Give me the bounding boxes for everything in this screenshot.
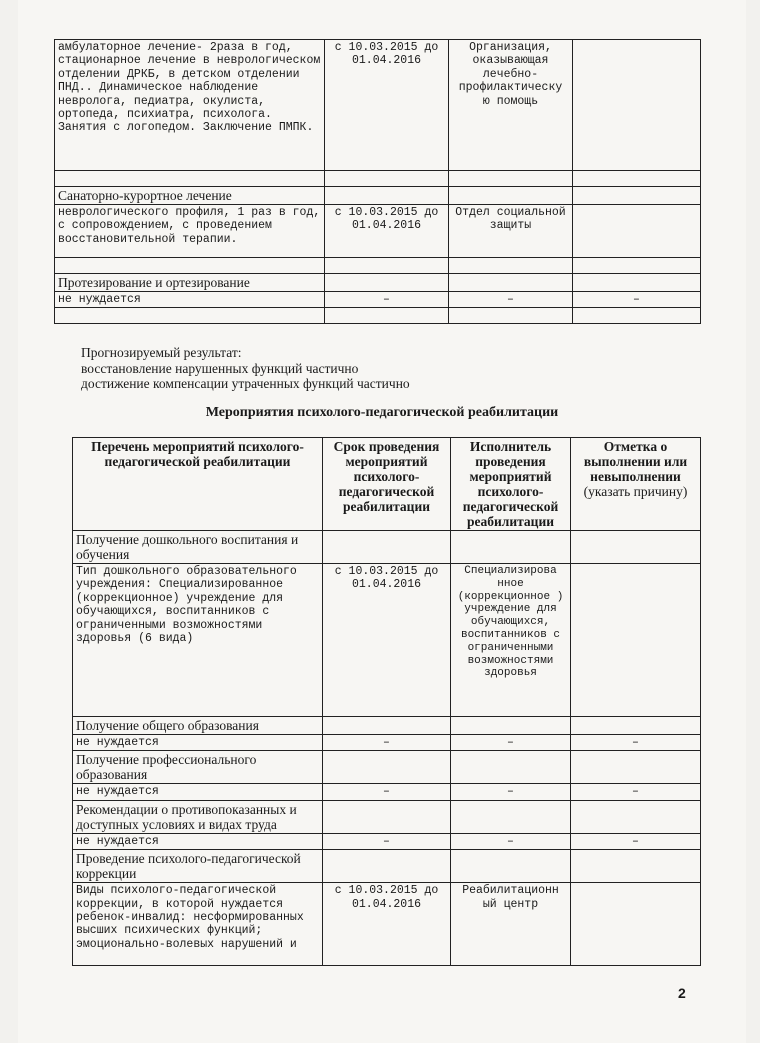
section-heading: Получение профессионального образования <box>73 751 323 784</box>
section-heading: Проведение психолого-педагогической коррекции <box>73 850 323 883</box>
table-row <box>55 292 701 308</box>
header-executor: Исполнитель проведения мероприятий психолого-педагогической реабилитации <box>451 438 571 531</box>
measure-cell: не нуждается <box>73 735 323 751</box>
table-row <box>73 784 701 800</box>
mark-cell: – <box>571 833 701 849</box>
document-page <box>18 0 746 1043</box>
table-row <box>73 735 701 751</box>
result-restoration: восстановление нарушенных функций частично <box>81 360 359 376</box>
page-number: 2 <box>678 985 686 1001</box>
result-compensation: достижение компенсации утраченных функций частично <box>81 376 410 391</box>
header-measures: Перечень мероприятий психолого-педагогической реабилитации <box>73 438 323 531</box>
executor-cell: Специализирова нное (коррекционное ) учреждение для обучающихся, воспитанников с ограниченными возможностями здоровья <box>451 564 571 717</box>
medical-rehab-table <box>54 39 701 324</box>
table-row <box>55 40 701 171</box>
result-label: Прогнозируемый результат: <box>81 345 242 360</box>
section-row <box>73 531 701 564</box>
table-row <box>55 205 701 258</box>
mark-cell: – <box>571 735 701 751</box>
section-row <box>55 187 701 205</box>
table-row <box>73 564 701 717</box>
mark-cell <box>571 883 701 966</box>
term-cell: – <box>325 292 449 308</box>
table-row <box>55 308 701 324</box>
section-row <box>55 274 701 292</box>
section-row <box>73 850 701 883</box>
executor-cell: Реабилитационн ый центр <box>451 883 571 966</box>
mark-cell <box>571 564 701 717</box>
measure-cell: амбулаторное лечение- 2раза в год, стационарное лечение в неврологическом отделении ДРКБ, в детском отделении ПНД.. Динамическое наблюдение невролога, педиатра, окулиста, ортопеда, психиатра, психолога. Занятия с логопедом. Заключение ПМПК. <box>55 40 325 171</box>
mark-cell <box>573 205 701 258</box>
mark-cell <box>573 40 701 171</box>
section-heading: Получение общего образования <box>73 717 323 735</box>
table-row <box>73 883 701 966</box>
measure-cell: не нуждается <box>55 292 325 308</box>
measure-cell: не нуждается <box>73 784 323 800</box>
header-row <box>73 438 701 531</box>
term-cell: с 10.03.2015 до 01.04.2016 <box>323 883 451 966</box>
measure-cell: не нуждается <box>73 833 323 849</box>
executor-cell: – <box>451 784 571 800</box>
header-mark-note: (указать причину) <box>583 484 688 499</box>
term-cell: – <box>323 833 451 849</box>
mark-cell: – <box>571 784 701 800</box>
executor-cell: Отдел социальной защиты <box>449 205 573 258</box>
executor-cell: – <box>449 292 573 308</box>
header-term: Срок проведения мероприятий психолого-педагогической реабилитации <box>323 438 451 531</box>
section-row <box>73 751 701 784</box>
measure-cell: неврологического профиля, 1 раз в год, с сопровождением, с проведением восстановительной терапии. <box>55 205 325 258</box>
header-mark <box>571 438 701 531</box>
measure-cell: Виды психолого-педагогической коррекции, в которой нуждается ребенок-инвалид: несформированных высших психических функций; эмоционально-волевых нарушений и <box>73 883 323 966</box>
section-heading: Рекомендации о противопоказанных и доступных условиях и видах труда <box>73 800 323 833</box>
header-mark-title: Отметка о выполнении или невыполнении <box>583 439 688 484</box>
term-cell: – <box>323 735 451 751</box>
executor-cell: Организация, оказывающая лечебно-профилактическу ю помощь <box>449 40 573 171</box>
section-heading: Протезирование и ортезирование <box>55 274 325 292</box>
section-heading: Санаторно-курортное лечение <box>55 187 325 205</box>
term-cell: с 10.03.2015 до 01.04.2016 <box>323 564 451 717</box>
section-row <box>73 800 701 833</box>
table-row <box>55 258 701 274</box>
table-row <box>55 171 701 187</box>
section-title: Мероприятия психолого-педагогической реабилитации <box>205 405 559 420</box>
mark-cell: – <box>573 292 701 308</box>
term-cell: с 10.03.2015 до 01.04.2016 <box>325 205 449 258</box>
term-cell: – <box>323 784 451 800</box>
predicted-result <box>81 345 410 392</box>
section-heading: Получение дошкольного воспитания и обучения <box>73 531 323 564</box>
psych-ped-rehab-table <box>72 437 701 966</box>
executor-cell: – <box>451 833 571 849</box>
executor-cell: – <box>451 735 571 751</box>
table-row <box>73 833 701 849</box>
term-cell: с 10.03.2015 до 01.04.2016 <box>325 40 449 171</box>
measure-cell: Тип дошкольного образовательного учреждения: Специализированное (коррекционное) учреждение для обучающихся, воспитанников с ограниченными возможностями здоровья (6 вида) <box>73 564 323 717</box>
section-row <box>73 717 701 735</box>
